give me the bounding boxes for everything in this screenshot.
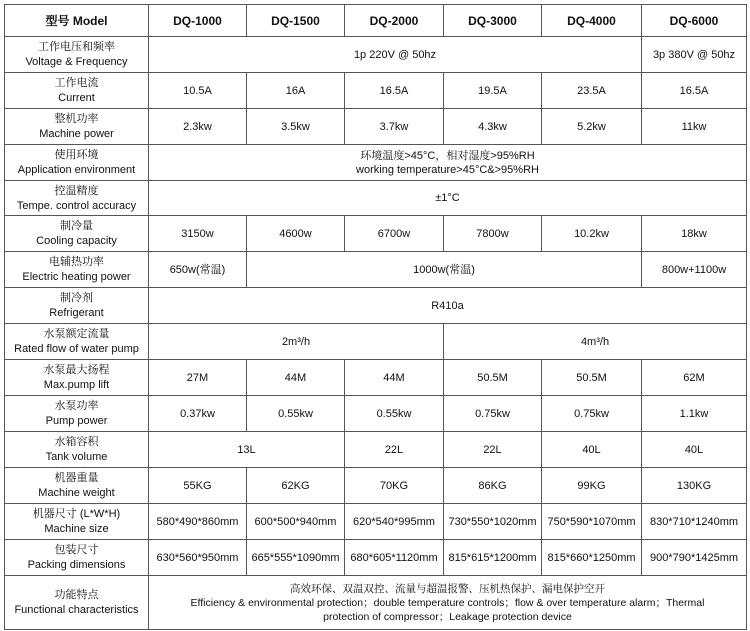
label-zh: 使用环境	[54, 149, 99, 161]
table-row-accuracy	[5, 181, 747, 216]
label-zh: 控温精度	[54, 184, 99, 197]
model-name: DQ-1500	[247, 5, 345, 37]
label-en: Voltage & Frequency	[25, 56, 128, 68]
table-row-tank	[5, 432, 747, 468]
label-en: Pump power	[45, 415, 108, 427]
spec-value: 580*490*860mm	[149, 504, 247, 540]
label-en: Machine power	[39, 128, 114, 140]
row-label	[5, 73, 149, 109]
label-zh: 工作电压和频率	[38, 41, 115, 53]
spec-value: 44M	[345, 360, 444, 396]
label-zh: 工作电流	[54, 77, 99, 89]
label-zh: 制冷量	[60, 220, 93, 232]
label-en: Tempe. control accuracy	[16, 199, 137, 212]
table-row-environment	[5, 145, 747, 181]
table-row-size	[5, 504, 747, 540]
row-label	[5, 504, 149, 540]
spec-value: 16A	[247, 73, 345, 109]
row-label	[5, 432, 149, 468]
label-en: Rated flow of water pump	[14, 343, 139, 355]
spec-value: 815*660*1250mm	[542, 540, 642, 576]
row-label	[5, 360, 149, 396]
model-header: 型号 Model	[5, 5, 149, 37]
spec-value: R410a	[149, 288, 747, 324]
spec-value: ±1°C	[149, 181, 747, 216]
spec-value: 6700w	[345, 216, 444, 252]
label-en: Max.pump lift	[43, 379, 110, 391]
spec-value: 750*590*1070mm	[542, 504, 642, 540]
features-line-en-2: protection of compressor；Leakage protection device	[323, 610, 572, 623]
table-row-cooling	[5, 216, 747, 252]
row-label	[5, 109, 149, 145]
spec-value: 900*790*1425mm	[642, 540, 747, 576]
model-name: DQ-1000	[149, 5, 247, 37]
model-name: DQ-3000	[444, 5, 542, 37]
row-label	[5, 540, 149, 576]
label-en: Application environment	[17, 164, 136, 176]
spec-value: 4.3kw	[444, 109, 542, 145]
spec-value: 3150w	[149, 216, 247, 252]
spec-table	[4, 4, 747, 630]
label-zh: 包装尺寸	[54, 544, 99, 556]
label-en: Packing dimensions	[27, 559, 126, 571]
spec-value: 40L	[542, 432, 642, 468]
label-zh: 整机功率	[54, 113, 99, 125]
spec-value: 0.75kw	[444, 396, 542, 432]
spec-value: 0.75kw	[542, 396, 642, 432]
spec-value: 10.2kw	[542, 216, 642, 252]
table-row-refrigerant	[5, 288, 747, 324]
spec-value: 1p 220V @ 50hz	[149, 37, 642, 73]
spec-value: 620*540*995mm	[345, 504, 444, 540]
label-zh: 水泵额定流量	[43, 328, 110, 340]
spec-value: 99KG	[542, 468, 642, 504]
label-zh: 水泵功率	[54, 400, 99, 412]
spec-value: 0.55kw	[247, 396, 345, 432]
table-row-pump-power	[5, 396, 747, 432]
spec-value: 44M	[247, 360, 345, 396]
spec-value: 800w+1100w	[642, 252, 747, 288]
row-label	[5, 468, 149, 504]
label-zh: 水箱容积	[54, 436, 99, 448]
spec-value: 665*555*1090mm	[247, 540, 345, 576]
label-zh: 机器重量	[54, 472, 99, 484]
spec-value: 2m³/h	[149, 324, 444, 360]
spec-value: 27M	[149, 360, 247, 396]
label-zh: 机器尺寸 (L*W*H)	[32, 508, 121, 520]
label-en: Cooling capacity	[36, 235, 117, 247]
table-row-features	[5, 576, 747, 630]
row-label	[5, 396, 149, 432]
label-en: Electric heating power	[22, 271, 131, 283]
label-en: Refrigerant	[49, 307, 104, 319]
spec-value: 2.3kw	[149, 109, 247, 145]
spec-value: 815*615*1200mm	[444, 540, 542, 576]
spec-value: 55KG	[149, 468, 247, 504]
spec-value: 13L	[149, 432, 345, 468]
header-row	[5, 5, 747, 37]
table-row-voltage	[5, 37, 747, 73]
label-en: Machine weight	[38, 487, 115, 499]
label-en: Functional characteristics	[14, 604, 139, 616]
spec-value: 22L	[444, 432, 542, 468]
model-name: DQ-6000	[642, 5, 747, 37]
spec-value: 1.1kw	[642, 396, 747, 432]
row-label	[5, 288, 149, 324]
spec-value: 600*500*940mm	[247, 504, 345, 540]
spec-value: 3.5kw	[247, 109, 345, 145]
spec-value: 130KG	[642, 468, 747, 504]
env-line-zh: 环境温度>45°C，相对湿度>95%RH	[360, 149, 535, 162]
spec-value: 40L	[642, 432, 747, 468]
spec-value: 5.2kw	[542, 109, 642, 145]
spec-value: 62M	[642, 360, 747, 396]
features-line-en-1: Efficiency & environmental protection；double temperature controls；flow & over temperature alarm；Thermal	[190, 596, 705, 609]
spec-value: 630*560*950mm	[149, 540, 247, 576]
spec-value: 1000w(常温)	[247, 252, 642, 288]
spec-value: 650w(常温)	[149, 252, 247, 288]
model-name: DQ-4000	[542, 5, 642, 37]
row-label	[5, 576, 149, 630]
spec-value: 4m³/h	[444, 324, 747, 360]
spec-value: 62KG	[247, 468, 345, 504]
label-en: Machine size	[44, 523, 109, 535]
spec-value: 4600w	[247, 216, 345, 252]
label-en: Tank volume	[45, 451, 108, 463]
table-row-weight	[5, 468, 747, 504]
spec-value: 70KG	[345, 468, 444, 504]
table-row-current	[5, 73, 747, 109]
spec-value: 830*710*1240mm	[642, 504, 747, 540]
spec-value: 3p 380V @ 50hz	[642, 37, 747, 73]
spec-value: 19.5A	[444, 73, 542, 109]
row-label	[5, 324, 149, 360]
label-zh: 电辅热功率	[49, 256, 104, 268]
label-zh: 功能特点	[54, 589, 99, 601]
spec-value: 86KG	[444, 468, 542, 504]
row-label	[5, 181, 149, 216]
label-zh: 水泵最大扬程	[43, 364, 110, 376]
spec-value: 18kw	[642, 216, 747, 252]
label-zh: 制冷剂	[60, 292, 93, 304]
row-label	[5, 252, 149, 288]
row-label	[5, 37, 149, 73]
spec-value: 3.7kw	[345, 109, 444, 145]
spec-value: 50.5M	[542, 360, 642, 396]
env-line-en: working temperature>45°C&>95%RH	[356, 163, 539, 176]
spec-value: 22L	[345, 432, 444, 468]
row-label	[5, 145, 149, 181]
spec-value: 11kw	[642, 109, 747, 145]
spec-value: 730*550*1020mm	[444, 504, 542, 540]
spec-value: 50.5M	[444, 360, 542, 396]
model-name: DQ-2000	[345, 5, 444, 37]
table-row-power	[5, 109, 747, 145]
table-row-heating	[5, 252, 747, 288]
spec-value: 0.55kw	[345, 396, 444, 432]
spec-value: 680*605*1120mm	[345, 540, 444, 576]
spec-value: 23.5A	[542, 73, 642, 109]
label-en: Current	[58, 92, 95, 104]
spec-value: 16.5A	[345, 73, 444, 109]
spec-value	[149, 145, 747, 181]
spec-value: 16.5A	[642, 73, 747, 109]
table-row-lift	[5, 360, 747, 396]
spec-value: 10.5A	[149, 73, 247, 109]
table-row-flow	[5, 324, 747, 360]
spec-value	[149, 576, 747, 630]
spec-value: 0.37kw	[149, 396, 247, 432]
table-row-packing	[5, 540, 747, 576]
features-line-zh: 高效环保、双温双控、流量与超温报警、压机热保护、漏电保护空开	[290, 582, 605, 595]
spec-value: 7800w	[444, 216, 542, 252]
row-label	[5, 216, 149, 252]
